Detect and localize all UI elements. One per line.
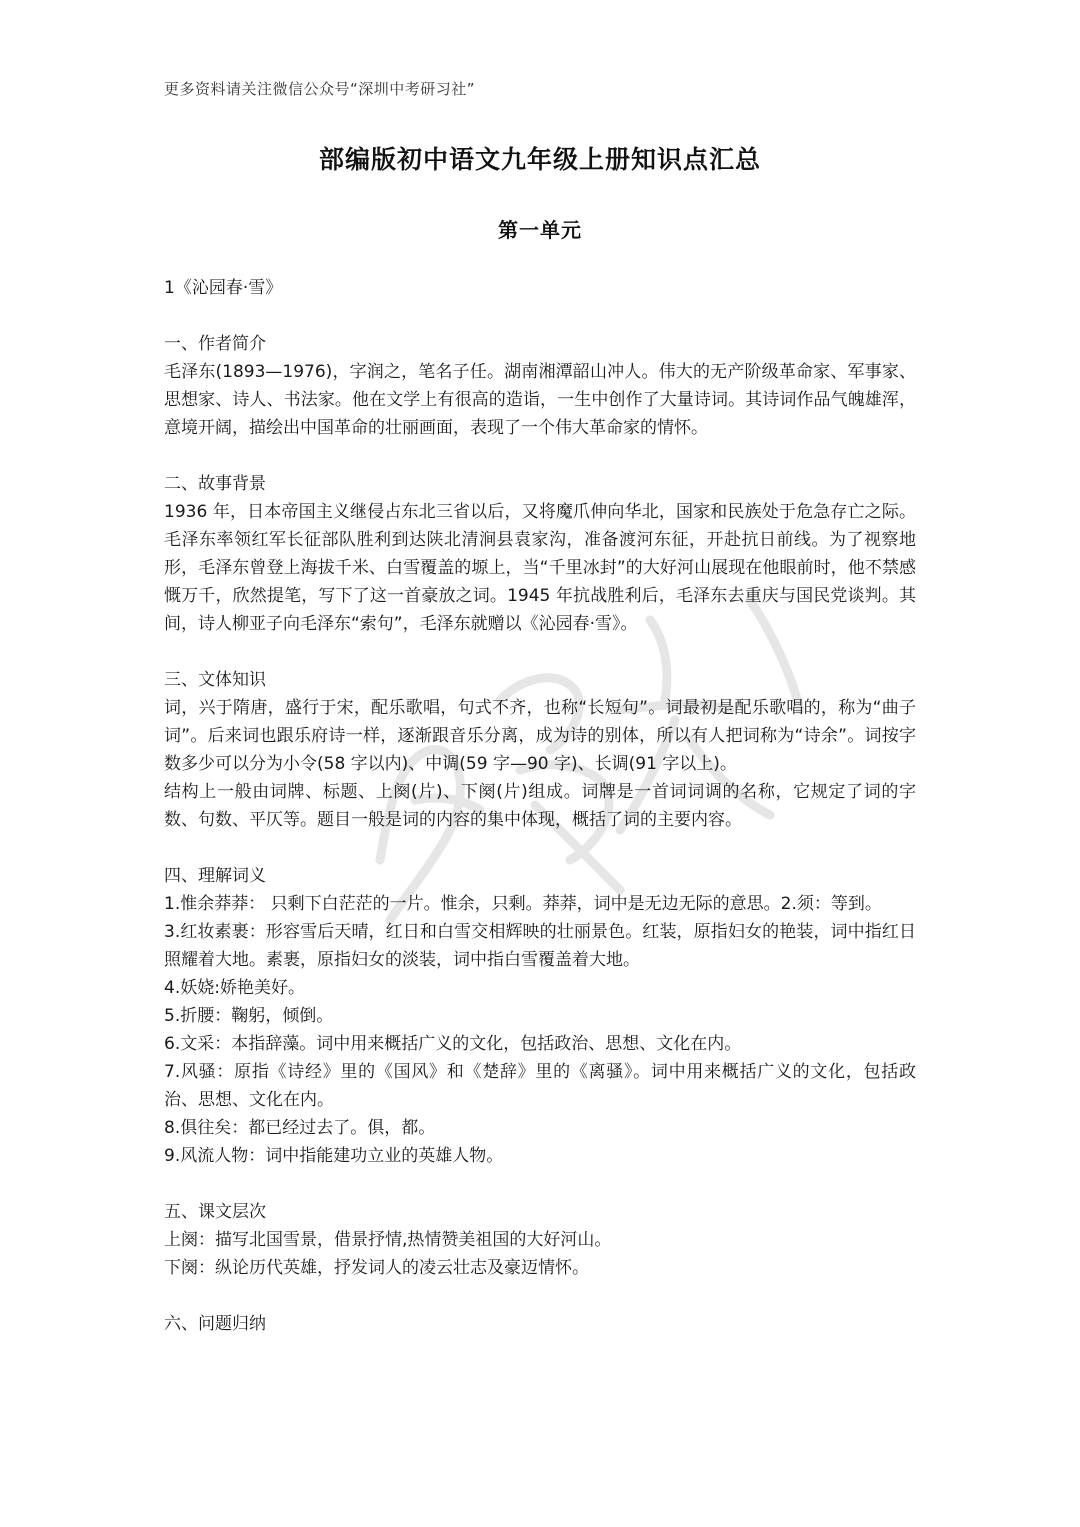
- vocab-item: 9.风流人物：词中指能建功立业的英雄人物。: [164, 1146, 504, 1166]
- vocab-item: 6.文采：本指辞藻。词中用来概括广义的文化，包括政治、思想、文化在内。: [164, 1034, 742, 1054]
- vocab-item: 8.俱往矣：都已经过去了。俱，都。: [164, 1118, 436, 1138]
- structure-item: 下阕：纵论历代英雄，抒发词人的凌云壮志及豪迈情怀。: [164, 1258, 589, 1278]
- structure-item: 上阕：描写北国雪景，借景抒情,热情赞美祖国的大好河山。: [164, 1230, 612, 1250]
- section-heading: 二、故事背景: [164, 474, 266, 494]
- section-paragraph: 毛泽东(1893—1976)，字润之，笔名子任。湖南湘潭韶山冲人。伟大的无产阶级革命家、军事家、思想家、诗人、书法家。他在文学上有很高的造诣，一生中创作了大量诗词。其诗词作品气魄雄浑，意境开阔，描绘出中国革命的壮丽画面，表现了一个伟大革命家的情怀。: [164, 362, 916, 438]
- section-author: [164, 330, 916, 442]
- section-heading: 四、理解词义: [164, 866, 266, 886]
- section-structure: [164, 1198, 916, 1282]
- section-vocab: [164, 862, 916, 1170]
- vocab-item: 3.红妆素裹：形容雪后天晴，红日和白雪交相辉映的壮丽景色。红装，原指妇女的艳装，词中指红日照耀着大地。素裹，原指妇女的淡装，词中指白雪覆盖着大地。: [164, 922, 916, 970]
- section-heading: 六、问题归纳: [164, 1314, 266, 1334]
- section-questions: [164, 1310, 916, 1338]
- section-background: [164, 470, 916, 638]
- unit-title: 第一单元: [498, 218, 582, 242]
- lesson-title: 1《沁园春·雪》: [164, 278, 283, 298]
- section-paragraph: 1936 年，日本帝国主义继侵占东北三省以后，又将魔爪伸向华北，国家和民族处于危急存亡之际。毛泽东率领红军长征部队胜利到达陕北清涧县袁家沟，准备渡河东征，开赴抗日前线。为了视察地形，毛泽东曾登上海拔千米、白雪覆盖的塬上，当“千里冰封”的大好河山展现在他眼前时，他不禁感慨万千，欣然提笔，写下了这一首豪放之词。1945 年抗战胜利后，毛泽东去重庆与国民党谈判。其间，诗人柳亚子向毛泽东“索句”，毛泽东就赠以《沁园春·雪》。: [164, 502, 916, 634]
- section-heading: 一、作者简介: [164, 334, 266, 354]
- vocab-item: 4.妖娆:娇艳美好。: [164, 978, 305, 998]
- section-genre: [164, 666, 916, 834]
- vocab-item: 1.惟余莽莽： 只剩下白茫茫的一片。惟余，只剩。莽莽，词中是无边无际的意思。2.须：等到。: [164, 894, 882, 914]
- section-paragraph: 词，兴于隋唐，盛行于宋，配乐歌唱，句式不齐，也称“长短句”。词最初是配乐歌唱的，称为“曲子词”。后来词也跟乐府诗一样，逐渐跟音乐分离，成为诗的别体，所以有人把词称为“诗余”。词按字数多少可以分为小令(58 字以内)、中调(59 字—90 字)、长调(91 字以上)。: [164, 698, 916, 774]
- document-title: 部编版初中语文九年级上册知识点汇总: [318, 145, 761, 174]
- header-note: 更多资料请关注微信公众号“深圳中考研习社”: [164, 80, 476, 98]
- section-paragraph: 结构上一般由词牌、标题、上阕(片)、下阕(片)组成。词牌是一首词词调的名称，它规定了词的字数、句数、平仄等。题目一般是词的内容的集中体现，概括了词的主要内容。: [164, 782, 916, 830]
- vocab-item: 7.风骚：原指《诗经》里的《国风》和《楚辞》里的《离骚》。词中用来概括广义的文化，包括政治、思想、文化在内。: [164, 1062, 916, 1110]
- vocab-item: 5.折腰：鞠躬，倾倒。: [164, 1006, 334, 1026]
- section-heading: 三、文体知识: [164, 670, 266, 690]
- section-heading: 五、课文层次: [164, 1202, 266, 1222]
- document-body: [164, 274, 916, 1366]
